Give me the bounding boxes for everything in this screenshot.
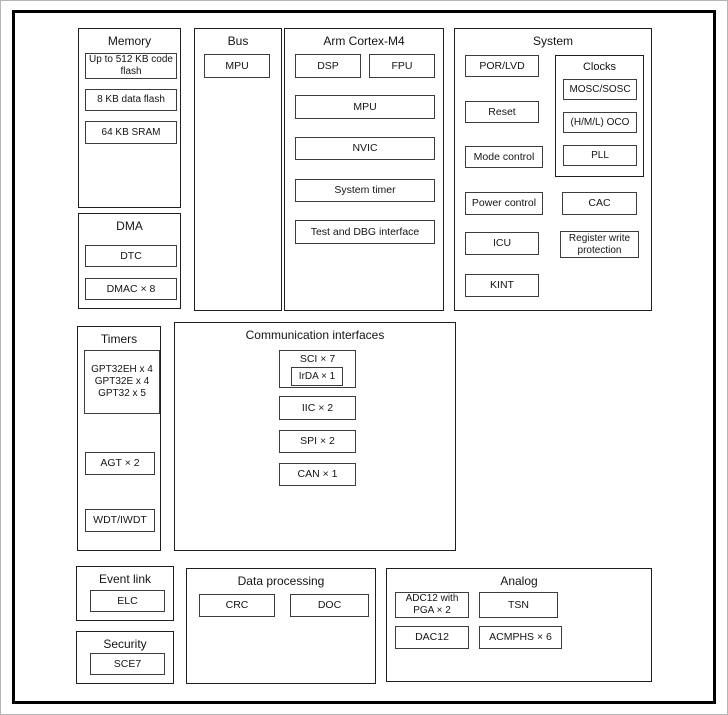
security-sce-box: SCE7 [90,653,165,675]
system-reset-box: Reset [465,101,539,123]
data-processing-crc-box: CRC [199,594,275,617]
data-processing-block [186,568,376,684]
timers-title: Timers [100,332,138,346]
memory-title: Memory [107,34,152,48]
clocks-title: Clocks [582,61,616,73]
timers-agt-box: AGT × 2 [85,452,155,475]
analog-tsn-box: TSN [479,592,558,618]
cortex-system-timer-box: System timer [295,179,435,202]
system-cac-box: CAC [562,192,637,215]
system-icu-box: ICU [465,232,539,255]
memory-sram-box: 64 KB SRAM [85,121,177,144]
cortex-dsp-box: DSP [295,54,361,78]
clocks-mosc-sosc-box: MOSC/SOSC [563,79,637,100]
dma-title: DMA [116,219,143,233]
memory-code-flash-box: Up to 512 KB code flash [85,53,177,79]
gpt32-label: GPT32 x 5 [98,388,146,399]
comm-irda-box: IrDA × 1 [291,367,343,386]
system-reg-write-protection-box: Register write protection [560,231,639,258]
analog-dac-box: DAC12 [395,626,469,649]
comm-spi-box: SPI × 2 [279,430,356,453]
timers-gpt-box [84,350,160,414]
event-link-block [76,566,174,621]
dma-block [78,213,181,309]
cortex-mpu-box: MPU [295,95,435,119]
security-block [76,631,174,684]
comm-sci-box [279,350,356,388]
comm-can-box: CAN × 1 [279,463,356,486]
cortex-test-dbg-box: Test and DBG interface [295,220,435,244]
clocks-subblock [555,55,644,177]
security-title: Security [103,637,147,651]
system-title: System [532,34,573,48]
timers-block [77,326,161,551]
system-mode-control-box: Mode control [465,146,543,168]
data-processing-doc-box: DOC [290,594,369,617]
analog-title: Analog [500,574,538,588]
system-block [454,28,652,311]
dma-dtc-box: DTC [85,245,177,267]
analog-block [386,568,652,682]
dma-dmac-box: DMAC × 8 [85,278,177,300]
gpt32eh-label: GPT32EH x 4 [91,364,153,375]
bus-title: Bus [227,34,249,48]
memory-data-flash-box: 8 KB data flash [85,89,177,111]
comm-interfaces-block [174,322,456,551]
event-link-title: Event link [98,572,152,586]
analog-adc-box: ADC12 with PGA × 2 [395,592,469,618]
gpt32e-label: GPT32E x 4 [94,376,150,387]
system-por-lvd-box: POR/LVD [465,55,539,77]
bus-block [194,28,282,311]
comm-iic-box: IIC × 2 [279,396,356,420]
cortex-nvic-box: NVIC [295,137,435,160]
memory-block [78,28,181,208]
clocks-oco-box: (H/M/L) OCO [563,112,637,133]
cortex-title: Arm Cortex-M4 [323,34,405,48]
comm-interfaces-title: Communication interfaces [245,328,385,342]
system-power-control-box: Power control [465,192,543,215]
cortex-fpu-box: FPU [369,54,435,78]
cortex-block [284,28,444,311]
analog-acmphs-box: ACMPHS × 6 [479,626,562,649]
data-processing-title: Data processing [237,574,325,588]
clocks-pll-box: PLL [563,145,637,166]
event-link-elc-box: ELC [90,590,165,612]
system-kint-box: KINT [465,274,539,297]
timers-wdt-box: WDT/IWDT [85,509,155,532]
bus-mpu-box: MPU [204,54,270,78]
sci-label: SCI × 7 [299,353,336,365]
